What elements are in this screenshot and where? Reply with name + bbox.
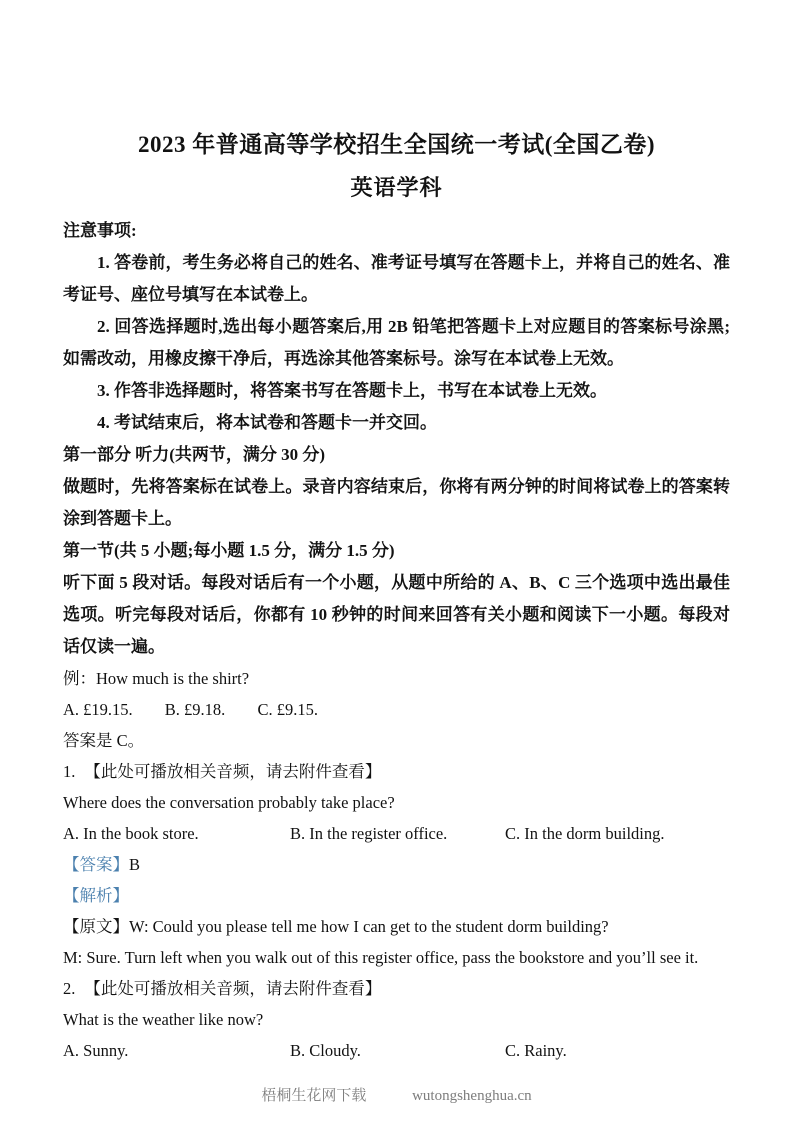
question2-option-c: C. Rainy. xyxy=(505,1041,567,1060)
part1-instruction: 做题时，先将答案标在试卷上。录音内容结束后，你将有两分钟的时间将试卷上的答案转涂到答题卡上。 xyxy=(63,477,730,528)
question1-audio-note: 【此处可播放相关音频，请去附件查看】 xyxy=(84,762,382,781)
notice-item-2: 2. 回答选择题时,选出每小题答案后,用 2B 铅笔把答题卡上对应题目的答案标号涂黑;如需改动，用橡皮擦干净后，再选涂其他答案标号。涂写在本试卷上无效。 xyxy=(63,317,730,368)
question1-transcript-label: 【原文】 xyxy=(63,917,129,936)
section1-heading: 第一节(共 5 小题;每小题 1.5 分，满分 1.5 分) xyxy=(63,541,395,560)
example-prompt: 例：How much is the shirt? xyxy=(63,669,250,688)
document-subtitle: 英语学科 xyxy=(350,175,443,200)
page-footer xyxy=(0,1086,793,1106)
question1-audio-line xyxy=(63,756,730,787)
question2-number: 2. xyxy=(63,979,76,998)
question2-option-a: A. Sunny. xyxy=(63,1041,129,1060)
example-option-b: B. £9.18. xyxy=(164,700,226,719)
example-options xyxy=(63,694,730,725)
question1-number: 1. xyxy=(63,762,76,781)
question1-option-c: C. In the dorm building. xyxy=(505,824,665,843)
question1-analysis-line xyxy=(63,880,730,911)
document-title: 2023 年普通高等学校招生全国统一考试(全国乙卷) xyxy=(137,132,656,157)
question2-audio-note: 【此处可播放相关音频，请去附件查看】 xyxy=(84,979,382,998)
example-answer-note: 答案是 C。 xyxy=(63,731,145,750)
footer-site-url: wutongshenghua.cn xyxy=(412,1088,532,1104)
question1-analysis-label: 【解析】 xyxy=(63,886,129,905)
example-option-c: C. £9.15. xyxy=(257,700,318,719)
question1-transcript-line2: M: Sure. Turn left when you walk out of this register office, pass the bookstore and you’ll see it. xyxy=(63,948,699,967)
question1-option-b: B. In the register office. xyxy=(290,824,448,843)
section1-instruction: 听下面 5 段对话。每段对话后有一个小题，从题中所给的 A、B、C 三个选项中选出最佳选项。听完每段对话后，你都有 10 秒钟的时间来回答有关小题和阅读下一小题。每段对话仅读一遍。 xyxy=(63,573,730,656)
question2-option-b: B. Cloudy. xyxy=(290,1041,361,1060)
question1-option-a: A. In the book store. xyxy=(63,824,199,843)
notice-item-3: 3. 作答非选择题时，将答案书写在答题卡上，书写在本试卷上无效。 xyxy=(97,381,607,400)
question2-text: What is the weather like now? xyxy=(63,1010,264,1029)
question1-answer-value: B xyxy=(129,855,141,874)
question2-audio-line xyxy=(63,973,730,1004)
notice-item-1: 1. 答卷前，考生务必将自己的姓名、准考证号填写在答题卡上，并将自己的姓名、准考证号、座位号填写在本试卷上。 xyxy=(63,253,730,304)
notice-item-4: 4. 考试结束后，将本试卷和答题卡一并交回。 xyxy=(97,413,437,432)
question2-options xyxy=(63,1035,730,1066)
question1-options xyxy=(63,818,730,849)
question1-transcript-line1 xyxy=(63,911,730,942)
question1-transcript-w: W: Could you please tell me how I can get to the student dorm building? xyxy=(129,917,609,936)
question1-answer-line xyxy=(63,849,730,880)
example-option-a: A. £19.15. xyxy=(63,700,133,719)
question1-text: Where does the conversation probably take place? xyxy=(63,793,395,812)
footer-site-name: 梧桐生花网下载 xyxy=(261,1088,367,1104)
part1-heading: 第一部分 听力(共两节，满分 30 分) xyxy=(63,445,326,464)
notice-heading: 注意事项: xyxy=(63,221,137,240)
question1-answer-label: 【答案】 xyxy=(63,855,129,874)
